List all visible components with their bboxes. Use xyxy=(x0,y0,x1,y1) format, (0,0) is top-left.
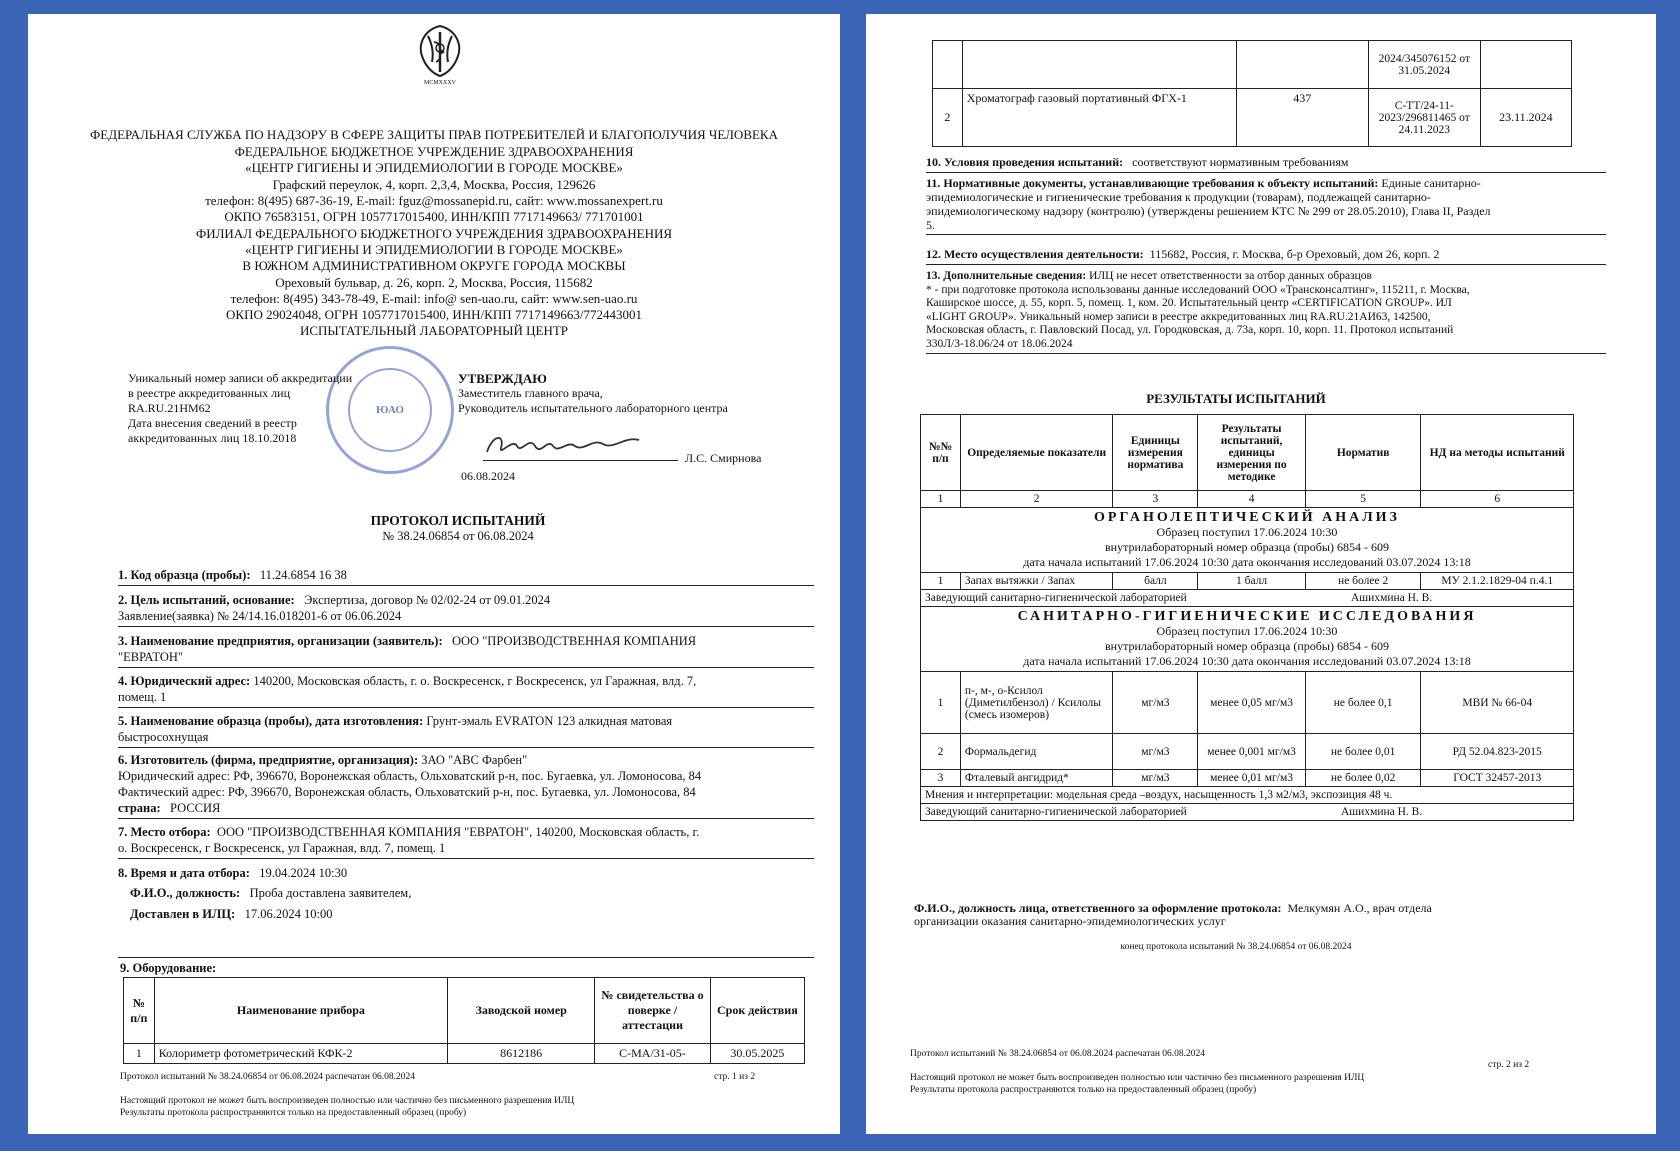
emblem-icon xyxy=(414,22,466,84)
applicant-value-line2: "ЕВРАТОН" xyxy=(118,650,183,664)
additional-info-value: ИЛЦ не несет ответственности за отбор данных образцов xyxy=(1089,270,1372,282)
accreditation-line-4: Дата внесения сведений в реестр xyxy=(128,416,297,430)
section-sampling-time xyxy=(118,865,347,881)
results-header-cell: НД на методы испытаний xyxy=(1421,415,1574,491)
approval-block xyxy=(458,371,728,416)
column-number: 2 xyxy=(960,491,1113,508)
column-number: 5 xyxy=(1305,491,1421,508)
accreditation-block xyxy=(128,371,352,446)
table-row xyxy=(921,491,1574,508)
results-cell: 2 xyxy=(921,734,961,770)
approval-date: 06.08.2024 xyxy=(461,469,515,483)
sample-name-label: 5. Наименование образца (пробы), дата изготовления: xyxy=(118,714,424,728)
institution-name-2: «ЦЕНТР ГИГИЕНЫ И ЭПИДЕМИОЛОГИИ В ГОРОДЕ МОСКВЕ» xyxy=(245,160,623,175)
approval-title: УТВЕРЖДАЮ xyxy=(458,371,547,386)
country-label: страна: xyxy=(118,801,161,815)
results-cell: не более 0,1 xyxy=(1305,672,1421,734)
equipment-cell: 2 xyxy=(933,89,963,147)
accreditation-number: RA.RU.21НМ62 xyxy=(128,401,211,415)
sampling-time-label: 8. Время и дата отбора: xyxy=(118,866,250,880)
table-row xyxy=(124,1044,805,1064)
footer-note-1: Настоящий протокол не может быть воспроизведен полностью или частично без письменного разрешения ИЛЦ xyxy=(910,1073,1365,1083)
table-row xyxy=(933,89,1572,147)
results-cell: Запах вытяжки / Запах xyxy=(960,573,1113,590)
sample-name-value: Грунт-эмаль EVRATON 123 алкидная матовая xyxy=(426,714,673,728)
results-cell: менее 0,01 мг/м3 xyxy=(1198,770,1305,787)
section-sampling-place xyxy=(118,824,814,859)
lab-name: ИСПЫТАТЕЛЬНЫЙ ЛАБОРАТОРНЫЙ ЦЕНТР xyxy=(299,323,569,338)
responsible-value: Мелкумян А.О., врач отдела xyxy=(1287,901,1432,915)
equipment-header-cell: № свидетельства о поверке / аттестации xyxy=(595,978,710,1044)
sampling-fio-value: Проба доставлена заявителем, xyxy=(249,886,412,900)
accreditation-line-1: Уникальный номер записи об аккредитации xyxy=(128,371,353,385)
approver-name: Л.С. Смирнова xyxy=(685,451,762,465)
sanitary-received: Образец поступил 17.06.2024 10:30 xyxy=(1156,624,1338,638)
sampling-time-value: 19.04.2024 10:30 xyxy=(259,866,348,880)
protocol-title: ПРОТОКОЛ ИСПЫТАНИЙ xyxy=(370,513,546,528)
table-row xyxy=(921,415,1574,491)
column-number: 1 xyxy=(921,491,961,508)
test-conditions-label: 10. Условия проведения испытаний: xyxy=(926,155,1124,169)
column-number: 3 xyxy=(1113,491,1198,508)
organoleptic-internal-number: внутрилабораторный номер образца (пробы) 6854 - 609 xyxy=(1105,540,1389,554)
applicant-label: 3. Наименование предприятия, организации (заявитель): xyxy=(118,634,443,648)
equipment-cell: 30.05.2025 xyxy=(710,1044,804,1064)
emblem-year: MCMXXXV xyxy=(423,80,456,86)
footer-printed: Протокол испытаний № 38.24.06854 от 06.08.2024 распечатан 06.08.2024 xyxy=(910,1049,1206,1059)
organoleptic-received: Образец поступил 17.06.2024 10:30 xyxy=(1156,525,1338,539)
responsible-person xyxy=(914,902,1554,928)
sampling-fio-label: Ф.И.О., должность: xyxy=(130,886,241,900)
results-cell: не более 0,01 xyxy=(1305,734,1421,770)
sanitary-block xyxy=(921,607,1574,672)
equipment-cell: С-ТТ/24-11-2023/296811465 от 24.11.2023 xyxy=(1368,89,1480,147)
column-number: 6 xyxy=(1421,491,1574,508)
results-cell: не более 0,02 xyxy=(1305,770,1421,787)
responsible-label: Ф.И.О., должность лица, ответственного за оформление протокола: xyxy=(914,901,1282,915)
section-normative-docs xyxy=(926,176,1606,235)
results-cell: п-, м-, о-Ксилол (Диметилбензол) / Ксилолы (смесь изомеров) xyxy=(960,672,1113,734)
divider xyxy=(118,957,814,958)
purpose-value: Экспертиза, договор № 02/02-24 от 09.01.2024 xyxy=(304,593,551,607)
accreditation-date: аккредитованных лиц 18.10.2018 xyxy=(128,431,297,445)
legal-address-line2: помещ. 1 xyxy=(118,690,167,704)
normative-docs-value: Единые санитарно- xyxy=(1381,176,1481,190)
additional-info-line5: Московская область, г. Павловский Посад, ул. Городковская, д. 73а, корп. 10, корп. 11. Протокол испытаний xyxy=(926,324,1454,336)
results-cell: 1 xyxy=(921,573,961,590)
protocol-page-2 xyxy=(866,14,1656,1134)
results-cell: балл xyxy=(1113,573,1198,590)
footer-printed: Протокол испытаний № 38.24.06854 от 06.08.2024 распечатан 06.08.2024 xyxy=(120,1072,416,1082)
section-legal-address xyxy=(118,673,814,708)
section-sample-code xyxy=(118,567,814,586)
organoleptic-title: ОРГАНОЛЕПТИЧЕСКИЙ АНАЛИЗ xyxy=(1094,510,1400,525)
sampling-place-label: 7. Место отбора: xyxy=(118,825,211,839)
delivered-label: Доставлен в ИЛЦ: xyxy=(130,907,236,921)
results-header-cell: Единицы измерения норматива xyxy=(1113,415,1198,491)
equipment-cell xyxy=(1480,41,1571,89)
section-sample-name xyxy=(118,713,814,748)
test-conditions-value: соответствуют нормативным требованиям xyxy=(1132,155,1349,169)
agency-name: ФЕДЕРАЛЬНАЯ СЛУЖБА ПО НАДЗОРУ В СФЕРЕ ЗАЩИТЫ ПРАВ ПОТРЕБИТЕЛЕЙ И БЛАГОПОЛУЧИЯ ЧЕЛОВЕКА xyxy=(90,127,778,142)
institution-address: Графский переулок, 4, корп. 2,3,4, Москва, Россия, 129626 xyxy=(272,177,596,192)
table-row xyxy=(921,573,1574,590)
opinion-row: Мнения и интерпретации: модельная среда –воздух, насыщенность 1,3 м2/м3, экспозиция 48 ч. xyxy=(921,787,1574,804)
delivered-value: 17.06.2024 10:00 xyxy=(244,907,333,921)
table-row xyxy=(921,787,1574,804)
results-title: РЕЗУЛЬТАТЫ ИСПЫТАНИЙ xyxy=(1146,391,1326,406)
results-table xyxy=(920,414,1574,821)
equipment-cell: 437 xyxy=(1236,89,1368,147)
results-cell: Формальдегид xyxy=(960,734,1113,770)
sanitary-head-label: Заведующий санитарно-гигиенической лабораторией xyxy=(925,806,1187,818)
table-row xyxy=(921,770,1574,787)
protocol-page-1 xyxy=(28,14,840,1134)
approval-line-1: Заместитель главного врача, xyxy=(458,386,603,400)
normative-docs-label: 11. Нормативные документы, устанавливающие требования к объекту испытаний: xyxy=(926,176,1379,190)
manufacturer-actual-address: Фактический адрес: РФ, 396670, Воронежская область, Ольховатский р-н, пос. Бугаевка, ул. Ломоносова, 84 xyxy=(118,785,696,799)
sampling-place-line2: о. Воскресенск, г Воскресенск, ул Гаражная, влд. 7, помещ. 1 xyxy=(118,841,446,855)
equipment-header-cell: Наименование прибора xyxy=(154,978,447,1044)
sample-code-value: 11.24.6854 16 38 xyxy=(259,568,347,582)
equipment-cell xyxy=(962,41,1236,89)
results-cell: не более 2 xyxy=(1305,573,1421,590)
normative-docs-line2: эпидемиологические и гигиенические требования к продукции (товарам), подлежащей санитарно- xyxy=(926,190,1431,204)
equipment-cell: Колориметр фотометрический КФК-2 xyxy=(154,1044,447,1064)
normative-docs-line3: эпидемиологическому надзору (контролю) (утверждены решением КТС № 299 от 28.05.2010), Глава II, Раздел xyxy=(926,204,1491,218)
equipment-cell: С-МА/31-05- xyxy=(595,1044,710,1064)
results-cell: 1 xyxy=(921,672,961,734)
equipment-cell xyxy=(933,41,963,89)
equipment-cell: Хроматограф газовый портативный ФГХ-1 xyxy=(962,89,1236,147)
results-header-cell: №№ п/п xyxy=(921,415,961,491)
section-purpose xyxy=(118,592,814,627)
table-row xyxy=(921,590,1574,607)
manufacturer-label: 6. Изготовитель (фирма, предприятие, организация): xyxy=(118,753,419,767)
footer-note-2: Результаты протокола распространяются только на предоставленный образец (пробу) xyxy=(910,1085,1257,1095)
results-cell: мг/м3 xyxy=(1113,672,1198,734)
section-applicant xyxy=(118,633,814,668)
section-test-conditions xyxy=(926,155,1606,173)
results-cell: мг/м3 xyxy=(1113,770,1198,787)
table-row xyxy=(921,734,1574,770)
equipment-cell: 1 xyxy=(124,1044,155,1064)
institution-contacts: телефон: 8(495) 687-36-19, E-mail: fguz@mossanepid.ru, сайт: www.mossanexpert.ru xyxy=(205,193,663,208)
organoleptic-head-row xyxy=(921,590,1574,607)
column-number: 4 xyxy=(1198,491,1305,508)
organoleptic-block xyxy=(921,508,1574,573)
sample-code-label: 1. Код образца (пробы): xyxy=(118,568,251,582)
legal-address-label: 4. Юридический адрес: xyxy=(118,674,251,688)
results-cell: мг/м3 xyxy=(1113,734,1198,770)
additional-info-label: 13. Дополнительные сведения: xyxy=(926,270,1087,282)
equipment-table-continued xyxy=(932,40,1572,147)
approval-line-2: Руководитель испытательного лабораторного центра xyxy=(458,401,728,415)
footer-note-2: Результаты протокола распространяются только на предоставленный образец (пробу) xyxy=(120,1108,467,1118)
responsible-line2: организации оказания санитарно-эпидемиологических услуг xyxy=(914,914,1226,928)
results-cell: МВИ № 66-04 xyxy=(1421,672,1574,734)
equipment-header-cell: Срок действия xyxy=(710,978,804,1044)
branch-name-2: «ЦЕНТР ГИГИЕНЫ И ЭПИДЕМИОЛОГИИ В ГОРОДЕ МОСКВЕ» xyxy=(245,242,623,257)
purpose-label: 2. Цель испытаний, основание: xyxy=(118,593,295,607)
results-cell: 1 балл xyxy=(1198,573,1305,590)
sampling-place-value: ООО "ПРОИЗВОДСТВЕННАЯ КОМПАНИЯ "ЕВРАТОН", 140200, Московская область, г. xyxy=(216,825,700,839)
additional-info-line2: * - при подготовке протокола использованы данные исследований ООО «Трансконсалтинг», 115211, г. Москва, xyxy=(926,283,1470,296)
results-cell: менее 0,001 мг/м3 xyxy=(1198,734,1305,770)
sample-name-line2: быстросохнущая xyxy=(118,730,209,744)
additional-info-line6: 330Л/З-18.06/24 от 18.06.2024 xyxy=(926,337,1073,350)
branch-codes: ОКПО 29024048, ОГРН 1057717015400, ИНН/КПП 7717149663/772443001 xyxy=(226,307,642,322)
section-manufacturer xyxy=(118,752,814,819)
results-cell: менее 0,05 мг/м3 xyxy=(1198,672,1305,734)
additional-info-line3: Каширское шоссе, д. 55, корп. 5, помещ. 1, ком. 20. Испытательный центр «CERTIFICATION GROUP». ИЛ xyxy=(926,297,1452,309)
manufacturer-value: ЗАО "АВС Фарбен" xyxy=(421,753,528,767)
results-cell: 3 xyxy=(921,770,961,787)
branch-name-1: ФИЛИАЛ ФЕДЕРАЛЬНОГО БЮДЖЕТНОГО УЧРЕЖДЕНИЯ ЗДРАВООХРАНЕНИЯ xyxy=(195,226,673,241)
section-additional-info xyxy=(926,270,1606,354)
branch-contacts: телефон: 8(495) 343-78-49, E-mail: info@ sen-uao.ru, сайт: www.sen-uao.ru xyxy=(230,291,638,306)
equipment-cell xyxy=(1236,41,1368,89)
equipment-label: 9. Оборудование: xyxy=(120,961,217,975)
sanitary-title: САНИТАРНО-ГИГИЕНИЧЕСКИЕ ИССЛЕДОВАНИЯ xyxy=(1017,609,1477,624)
end-note: конец протокола испытаний № 38.24.06854 от 06.08.2024 xyxy=(1120,942,1352,952)
section-activity-place xyxy=(926,247,1606,265)
footer-note-1: Настоящий протокол не может быть воспроизведен полностью или частично без письменного разрешения ИЛЦ xyxy=(120,1096,575,1106)
purpose-request: Заявление(заявка) № 24/14.16.018201-6 от 06.06.2024 xyxy=(118,609,402,623)
equipment-cell: 2024/345076152 от 31.05.2024 xyxy=(1368,41,1480,89)
table-row xyxy=(921,607,1574,672)
signature-icon xyxy=(483,430,643,460)
sanitary-head-row xyxy=(921,804,1574,821)
organoleptic-head-label: Заведующий санитарно-гигиенической лабораторией xyxy=(925,592,1187,604)
equipment-cell: 23.11.2024 xyxy=(1480,89,1571,147)
equipment-header-cell: № п/п xyxy=(124,978,155,1044)
additional-info-line4: «LIGHT GROUP». Уникальный номер записи в реестре аккредитованных лиц RA.RU.21АИ63, 142500, xyxy=(926,310,1431,323)
activity-place-value: 115682, Россия, г. Москва, б-р Ореховый, дом 26, корп. 2 xyxy=(1149,247,1440,261)
table-row xyxy=(933,41,1572,89)
results-header-cell: Определяемые показатели xyxy=(960,415,1113,491)
institution-codes: ОКПО 76583151, ОГРН 1057717015400, ИНН/КПП 7717149663/ 771701001 xyxy=(224,209,644,224)
activity-place-label: 12. Место осуществления деятельности: xyxy=(926,247,1144,261)
results-cell: РД 52.04.823-2015 xyxy=(1421,734,1574,770)
normative-docs-line4: 5. xyxy=(926,218,935,232)
delivered-row xyxy=(130,907,332,922)
footer-page-number: стр. 2 из 2 xyxy=(1488,1060,1530,1070)
results-cell: ГОСТ 32457-2013 xyxy=(1421,770,1574,787)
sampling-fio-row xyxy=(130,886,411,901)
organoleptic-head-name: Ашихмина Н. В. xyxy=(1351,592,1433,604)
branch-address: Ореховый бульвар, д. 26, корп. 2, Москва, Россия, 115682 xyxy=(275,275,593,290)
sanitary-internal-number: внутрилабораторный номер образца (пробы) 6854 - 609 xyxy=(1105,639,1389,653)
applicant-value: ООО "ПРОИЗВОДСТВЕННАЯ КОМПАНИЯ xyxy=(452,634,697,648)
table-row xyxy=(921,508,1574,573)
accreditation-line-2: в реестре аккредитованных лиц xyxy=(128,386,290,400)
country-value: РОССИЯ xyxy=(170,801,221,815)
table-row xyxy=(921,804,1574,821)
results-header-cell: Норматив xyxy=(1305,415,1421,491)
results-cell: Фталевый ангидрид* xyxy=(960,770,1113,787)
legal-address-value: 140200, Московская область, г. о. Воскресенск, г Воскресенск, ул Гаражная, влд. 7, xyxy=(253,674,697,688)
table-row xyxy=(921,672,1574,734)
manufacturer-legal-address: Юридический адрес: РФ, 396670, Воронежская область, Ольховатский р-н, пос. Бугаевка, ул. Ломоносова, 84 xyxy=(118,769,702,783)
equipment-header-cell: Заводской номер xyxy=(448,978,595,1044)
institution-name-1: ФЕДЕРАЛЬНОЕ БЮДЖЕТНОЕ УЧРЕЖДЕНИЕ ЗДРАВООХРАНЕНИЯ xyxy=(234,144,634,159)
footer-page-number: стр. 1 из 2 xyxy=(714,1072,756,1082)
organoleptic-dates: дата начала испытаний 17.06.2024 10:30 дата окончания исследований 03.07.2024 13:18 xyxy=(1023,555,1471,569)
equipment-table xyxy=(123,977,805,1064)
branch-name-3: В ЮЖНОМ АДМИНИСТРАТИВНОМ ОКРУГЕ ГОРОДА МОСКВЫ xyxy=(242,258,626,273)
signature-line xyxy=(483,460,678,461)
results-header-cell: Результаты испытаний, единицы измерения по методике xyxy=(1198,415,1305,491)
protocol-number: № 38.24.06854 от 06.08.2024 xyxy=(382,529,534,543)
sanitary-head-name: Ашихмина Н. В. xyxy=(1341,806,1423,818)
equipment-cell: 8612186 xyxy=(448,1044,595,1064)
stamp-text: ЮАО xyxy=(376,404,404,416)
results-cell: МУ 2.1.2.1829-04 п.4.1 xyxy=(1421,573,1574,590)
sanitary-dates: дата начала испытаний 17.06.2024 10:30 дата окончания исследований 03.07.2024 13:18 xyxy=(1023,654,1471,668)
